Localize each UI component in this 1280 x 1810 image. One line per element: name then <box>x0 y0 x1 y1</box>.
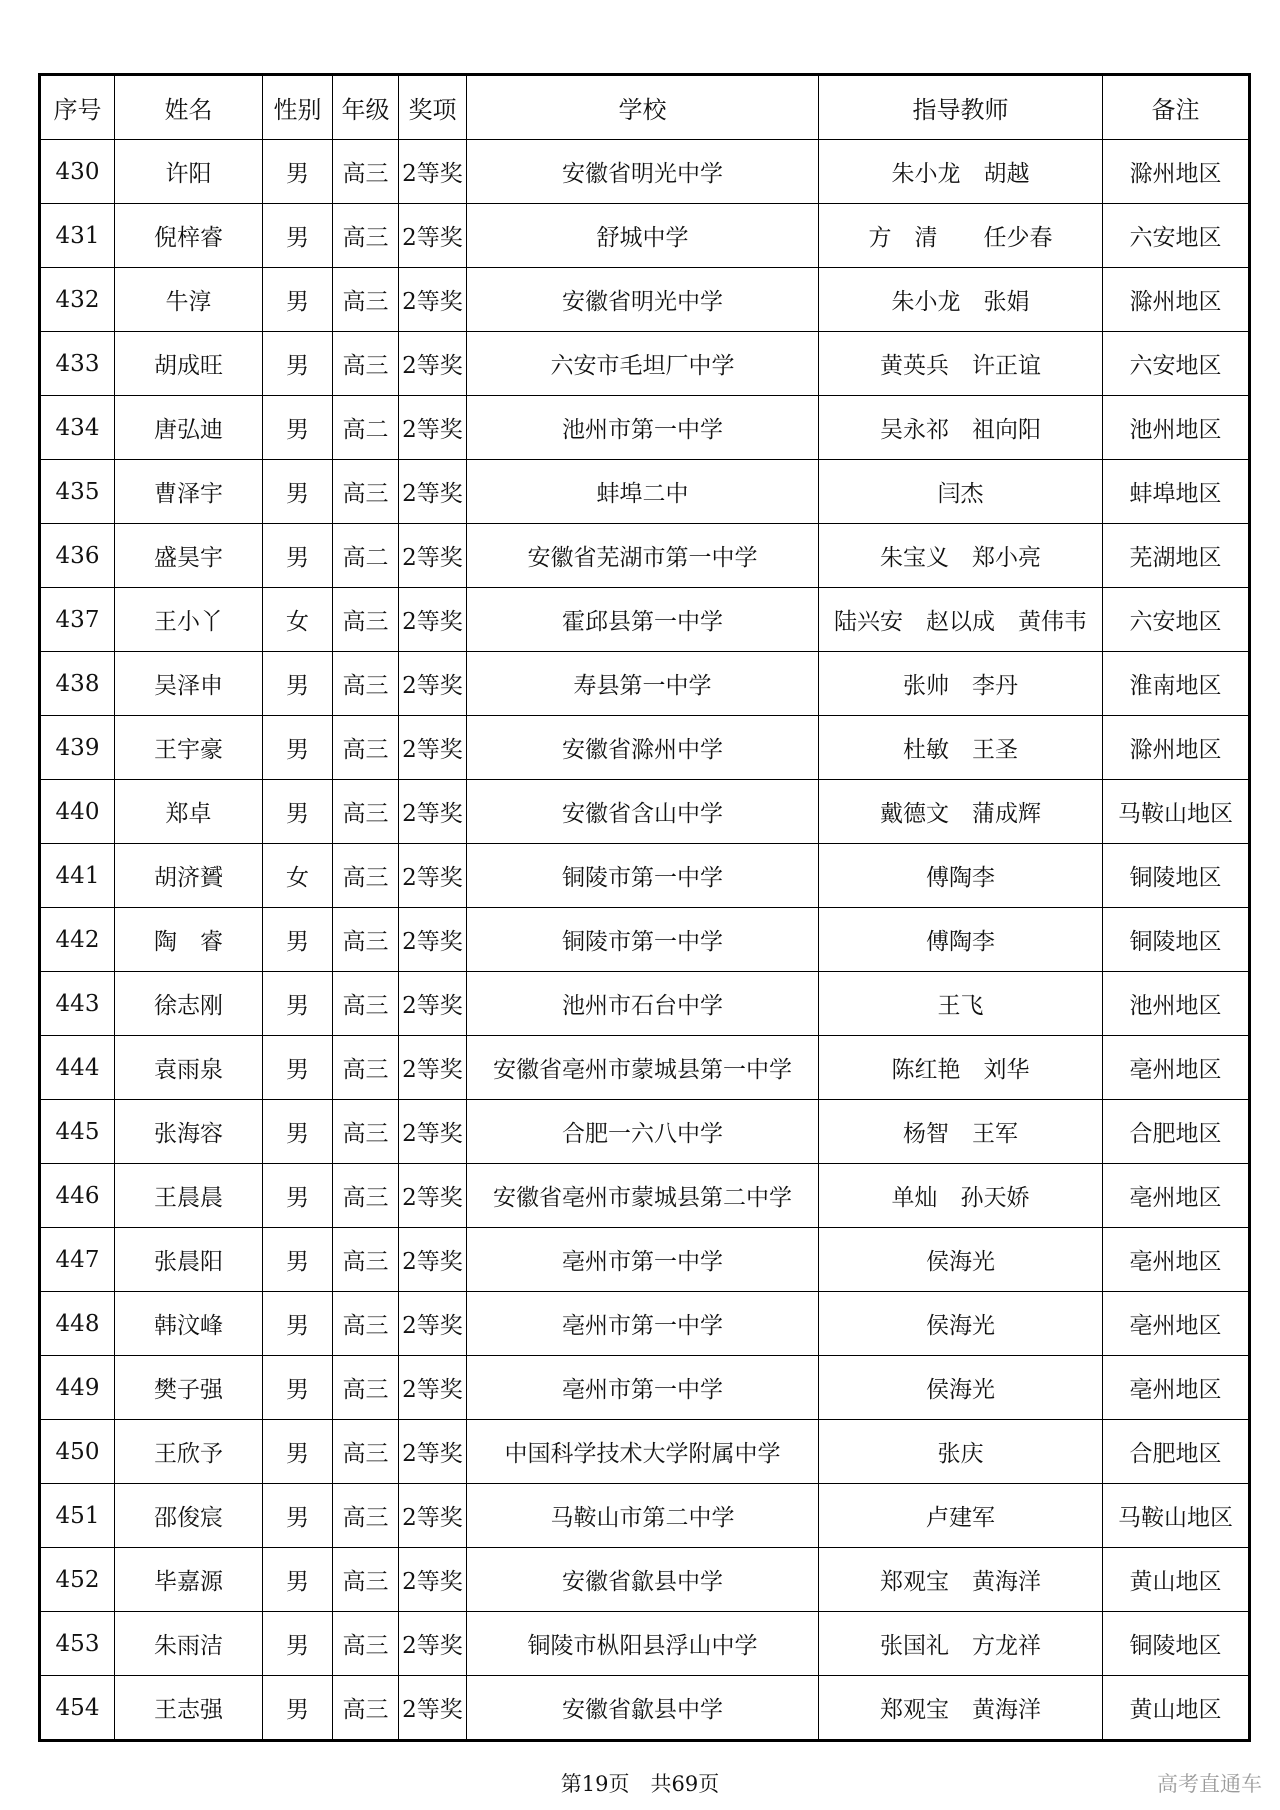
cell-teacher: 郑观宝 黄海洋 <box>819 1548 1103 1612</box>
cell-remark: 亳州地区 <box>1103 1356 1250 1420</box>
cell-teacher: 朱宝义 郑小亮 <box>819 524 1103 588</box>
cell-seq: 444 <box>40 1036 115 1100</box>
header-col-teacher: 指导教师 <box>819 75 1103 140</box>
cell-teacher: 傅陶李 <box>819 908 1103 972</box>
cell-teacher: 侯海光 <box>819 1292 1103 1356</box>
cell-teacher: 陈红艳 刘华 <box>819 1036 1103 1100</box>
cell-remark: 马鞍山地区 <box>1103 1484 1250 1548</box>
table-row <box>40 1356 1250 1420</box>
cell-school: 安徽省亳州市蒙城县第一中学 <box>467 1036 819 1100</box>
table-row <box>40 1164 1250 1228</box>
cell-school: 六安市毛坦厂中学 <box>467 332 819 396</box>
cell-teacher: 单灿 孙天娇 <box>819 1164 1103 1228</box>
cell-name: 邵俊宸 <box>115 1484 263 1548</box>
cell-name: 牛淳 <box>115 268 263 332</box>
cell-seq: 452 <box>40 1548 115 1612</box>
cell-gender: 男 <box>263 652 333 716</box>
table-row <box>40 524 1250 588</box>
cell-award: 2等奖 <box>399 140 467 204</box>
cell-seq: 447 <box>40 1228 115 1292</box>
cell-school: 亳州市第一中学 <box>467 1356 819 1420</box>
award-table <box>38 73 1251 1742</box>
cell-gender: 男 <box>263 268 333 332</box>
table-row <box>40 460 1250 524</box>
cell-grade: 高三 <box>333 460 399 524</box>
cell-name: 曹泽宇 <box>115 460 263 524</box>
header-col-school: 学校 <box>467 75 819 140</box>
table-row <box>40 204 1250 268</box>
cell-school: 亳州市第一中学 <box>467 1228 819 1292</box>
cell-school: 铜陵市枞阳县浮山中学 <box>467 1612 819 1676</box>
cell-school: 合肥一六八中学 <box>467 1100 819 1164</box>
cell-name: 吴泽申 <box>115 652 263 716</box>
cell-remark: 池州地区 <box>1103 396 1250 460</box>
table-row <box>40 1292 1250 1356</box>
cell-teacher: 杜敏 王圣 <box>819 716 1103 780</box>
cell-school: 池州市第一中学 <box>467 396 819 460</box>
cell-seq: 437 <box>40 588 115 652</box>
cell-gender: 男 <box>263 972 333 1036</box>
cell-remark: 滁州地区 <box>1103 268 1250 332</box>
cell-grade: 高三 <box>333 588 399 652</box>
cell-remark: 滁州地区 <box>1103 716 1250 780</box>
cell-name: 胡济贇 <box>115 844 263 908</box>
cell-seq: 451 <box>40 1484 115 1548</box>
watermark: 高考直通车 <box>1157 1772 1262 1796</box>
cell-award: 2等奖 <box>399 268 467 332</box>
cell-seq: 449 <box>40 1356 115 1420</box>
cell-teacher: 黄英兵 许正谊 <box>819 332 1103 396</box>
cell-teacher: 吴永祁 祖向阳 <box>819 396 1103 460</box>
cell-award: 2等奖 <box>399 972 467 1036</box>
cell-grade: 高三 <box>333 780 399 844</box>
cell-gender: 男 <box>263 1612 333 1676</box>
cell-remark: 蚌埠地区 <box>1103 460 1250 524</box>
cell-grade: 高二 <box>333 396 399 460</box>
cell-remark: 六安地区 <box>1103 332 1250 396</box>
cell-gender: 男 <box>263 332 333 396</box>
header-col-name: 姓名 <box>115 75 263 140</box>
header-col-gender: 性别 <box>263 75 333 140</box>
header-col-remark: 备注 <box>1103 75 1250 140</box>
cell-grade: 高三 <box>333 652 399 716</box>
cell-gender: 男 <box>263 1676 333 1741</box>
cell-remark: 亳州地区 <box>1103 1164 1250 1228</box>
cell-name: 王志强 <box>115 1676 263 1741</box>
table-row <box>40 588 1250 652</box>
cell-teacher: 张帅 李丹 <box>819 652 1103 716</box>
cell-gender: 男 <box>263 524 333 588</box>
cell-school: 安徽省滁州中学 <box>467 716 819 780</box>
table-row <box>40 332 1250 396</box>
cell-school: 安徽省芜湖市第一中学 <box>467 524 819 588</box>
cell-name: 樊子强 <box>115 1356 263 1420</box>
cell-award: 2等奖 <box>399 1548 467 1612</box>
cell-school: 安徽省亳州市蒙城县第二中学 <box>467 1164 819 1228</box>
cell-seq: 450 <box>40 1420 115 1484</box>
table-body <box>40 140 1250 1741</box>
cell-grade: 高三 <box>333 1484 399 1548</box>
cell-name: 韩汶峰 <box>115 1292 263 1356</box>
cell-teacher: 张庆 <box>819 1420 1103 1484</box>
header-col-grade: 年级 <box>333 75 399 140</box>
cell-grade: 高三 <box>333 268 399 332</box>
cell-school: 安徽省歙县中学 <box>467 1548 819 1612</box>
cell-remark: 滁州地区 <box>1103 140 1250 204</box>
cell-seq: 434 <box>40 396 115 460</box>
cell-grade: 高三 <box>333 972 399 1036</box>
cell-seq: 438 <box>40 652 115 716</box>
cell-gender: 男 <box>263 1228 333 1292</box>
table-row <box>40 844 1250 908</box>
cell-award: 2等奖 <box>399 460 467 524</box>
cell-teacher: 方 清 任少春 <box>819 204 1103 268</box>
cell-seq: 439 <box>40 716 115 780</box>
table-row <box>40 140 1250 204</box>
cell-remark: 合肥地区 <box>1103 1100 1250 1164</box>
cell-school: 中国科学技术大学附属中学 <box>467 1420 819 1484</box>
cell-teacher: 闫杰 <box>819 460 1103 524</box>
cell-name: 唐弘迪 <box>115 396 263 460</box>
cell-remark: 芜湖地区 <box>1103 524 1250 588</box>
cell-name: 王小丫 <box>115 588 263 652</box>
cell-school: 安徽省明光中学 <box>467 268 819 332</box>
cell-teacher: 戴德文 蒲成辉 <box>819 780 1103 844</box>
cell-seq: 442 <box>40 908 115 972</box>
cell-teacher: 陆兴安 赵以成 黄伟韦 <box>819 588 1103 652</box>
cell-school: 池州市石台中学 <box>467 972 819 1036</box>
cell-gender: 男 <box>263 780 333 844</box>
cell-name: 陶 睿 <box>115 908 263 972</box>
cell-award: 2等奖 <box>399 1612 467 1676</box>
cell-award: 2等奖 <box>399 1164 467 1228</box>
cell-remark: 铜陵地区 <box>1103 908 1250 972</box>
cell-teacher: 郑观宝 黄海洋 <box>819 1676 1103 1741</box>
cell-name: 袁雨泉 <box>115 1036 263 1100</box>
page-footer: 第19页 共69页 <box>560 1772 720 1796</box>
cell-grade: 高三 <box>333 1036 399 1100</box>
cell-teacher: 卢建军 <box>819 1484 1103 1548</box>
cell-grade: 高三 <box>333 204 399 268</box>
cell-name: 毕嘉源 <box>115 1548 263 1612</box>
cell-teacher: 王飞 <box>819 972 1103 1036</box>
table-row <box>40 652 1250 716</box>
cell-grade: 高三 <box>333 1228 399 1292</box>
cell-award: 2等奖 <box>399 1676 467 1741</box>
cell-seq: 436 <box>40 524 115 588</box>
cell-seq: 432 <box>40 268 115 332</box>
cell-name: 徐志刚 <box>115 972 263 1036</box>
table-row <box>40 1420 1250 1484</box>
cell-seq: 430 <box>40 140 115 204</box>
cell-seq: 433 <box>40 332 115 396</box>
cell-remark: 黄山地区 <box>1103 1676 1250 1741</box>
cell-grade: 高三 <box>333 1356 399 1420</box>
cell-award: 2等奖 <box>399 396 467 460</box>
table-row <box>40 780 1250 844</box>
cell-remark: 亳州地区 <box>1103 1292 1250 1356</box>
cell-grade: 高三 <box>333 140 399 204</box>
cell-name: 郑卓 <box>115 780 263 844</box>
cell-teacher: 朱小龙 张娟 <box>819 268 1103 332</box>
cell-award: 2等奖 <box>399 1228 467 1292</box>
cell-name: 胡成旺 <box>115 332 263 396</box>
cell-grade: 高三 <box>333 1164 399 1228</box>
cell-grade: 高三 <box>333 1292 399 1356</box>
cell-school: 铜陵市第一中学 <box>467 908 819 972</box>
cell-grade: 高三 <box>333 716 399 780</box>
cell-school: 安徽省明光中学 <box>467 140 819 204</box>
cell-gender: 男 <box>263 1356 333 1420</box>
cell-remark: 马鞍山地区 <box>1103 780 1250 844</box>
cell-grade: 高三 <box>333 1548 399 1612</box>
cell-award: 2等奖 <box>399 652 467 716</box>
table-row <box>40 972 1250 1036</box>
cell-gender: 男 <box>263 204 333 268</box>
cell-grade: 高三 <box>333 908 399 972</box>
cell-seq: 431 <box>40 204 115 268</box>
cell-school: 蚌埠二中 <box>467 460 819 524</box>
table-row <box>40 396 1250 460</box>
cell-grade: 高二 <box>333 524 399 588</box>
cell-school: 亳州市第一中学 <box>467 1292 819 1356</box>
cell-award: 2等奖 <box>399 1484 467 1548</box>
cell-school: 马鞍山市第二中学 <box>467 1484 819 1548</box>
cell-award: 2等奖 <box>399 1036 467 1100</box>
cell-school: 安徽省含山中学 <box>467 780 819 844</box>
cell-award: 2等奖 <box>399 1356 467 1420</box>
cell-school: 霍邱县第一中学 <box>467 588 819 652</box>
cell-gender: 男 <box>263 908 333 972</box>
cell-teacher: 傅陶李 <box>819 844 1103 908</box>
cell-name: 王宇豪 <box>115 716 263 780</box>
cell-seq: 440 <box>40 780 115 844</box>
cell-award: 2等奖 <box>399 1292 467 1356</box>
table-row <box>40 1676 1250 1741</box>
header-col-seq: 序号 <box>40 75 115 140</box>
cell-gender: 男 <box>263 1420 333 1484</box>
cell-grade: 高三 <box>333 332 399 396</box>
cell-remark: 六安地区 <box>1103 204 1250 268</box>
cell-gender: 男 <box>263 1164 333 1228</box>
cell-seq: 446 <box>40 1164 115 1228</box>
cell-teacher: 张国礼 方龙祥 <box>819 1612 1103 1676</box>
cell-name: 王欣予 <box>115 1420 263 1484</box>
cell-gender: 男 <box>263 1100 333 1164</box>
table-row <box>40 1228 1250 1292</box>
cell-remark: 合肥地区 <box>1103 1420 1250 1484</box>
cell-award: 2等奖 <box>399 524 467 588</box>
cell-school: 安徽省歙县中学 <box>467 1676 819 1741</box>
table-header-row <box>40 75 1250 140</box>
cell-gender: 男 <box>263 140 333 204</box>
cell-award: 2等奖 <box>399 332 467 396</box>
table-row <box>40 268 1250 332</box>
cell-remark: 池州地区 <box>1103 972 1250 1036</box>
cell-remark: 亳州地区 <box>1103 1036 1250 1100</box>
cell-school: 舒城中学 <box>467 204 819 268</box>
table-row <box>40 1612 1250 1676</box>
cell-remark: 淮南地区 <box>1103 652 1250 716</box>
table-row <box>40 1100 1250 1164</box>
cell-name: 许阳 <box>115 140 263 204</box>
cell-grade: 高三 <box>333 1420 399 1484</box>
cell-award: 2等奖 <box>399 588 467 652</box>
cell-award: 2等奖 <box>399 204 467 268</box>
cell-seq: 448 <box>40 1292 115 1356</box>
cell-teacher: 朱小龙 胡越 <box>819 140 1103 204</box>
cell-seq: 445 <box>40 1100 115 1164</box>
cell-grade: 高三 <box>333 1676 399 1741</box>
cell-name: 倪梓睿 <box>115 204 263 268</box>
table-row <box>40 716 1250 780</box>
cell-seq: 454 <box>40 1676 115 1741</box>
cell-remark: 铜陵地区 <box>1103 844 1250 908</box>
table-row <box>40 908 1250 972</box>
cell-school: 铜陵市第一中学 <box>467 844 819 908</box>
cell-seq: 443 <box>40 972 115 1036</box>
cell-remark: 铜陵地区 <box>1103 1612 1250 1676</box>
cell-gender: 女 <box>263 844 333 908</box>
cell-seq: 435 <box>40 460 115 524</box>
table-row <box>40 1548 1250 1612</box>
cell-gender: 男 <box>263 1548 333 1612</box>
cell-gender: 男 <box>263 1484 333 1548</box>
cell-award: 2等奖 <box>399 844 467 908</box>
cell-teacher: 杨智 王军 <box>819 1100 1103 1164</box>
cell-gender: 男 <box>263 460 333 524</box>
cell-name: 王晨晨 <box>115 1164 263 1228</box>
cell-grade: 高三 <box>333 844 399 908</box>
cell-award: 2等奖 <box>399 1420 467 1484</box>
cell-gender: 男 <box>263 1292 333 1356</box>
cell-gender: 男 <box>263 1036 333 1100</box>
cell-award: 2等奖 <box>399 780 467 844</box>
cell-remark: 亳州地区 <box>1103 1228 1250 1292</box>
cell-remark: 黄山地区 <box>1103 1548 1250 1612</box>
cell-seq: 453 <box>40 1612 115 1676</box>
cell-school: 寿县第一中学 <box>467 652 819 716</box>
cell-grade: 高三 <box>333 1612 399 1676</box>
table-row <box>40 1484 1250 1548</box>
cell-award: 2等奖 <box>399 908 467 972</box>
cell-teacher: 侯海光 <box>819 1356 1103 1420</box>
cell-award: 2等奖 <box>399 716 467 780</box>
header-col-award: 奖项 <box>399 75 467 140</box>
cell-gender: 男 <box>263 396 333 460</box>
cell-seq: 441 <box>40 844 115 908</box>
cell-remark: 六安地区 <box>1103 588 1250 652</box>
cell-gender: 男 <box>263 716 333 780</box>
cell-gender: 女 <box>263 588 333 652</box>
table-row <box>40 1036 1250 1100</box>
cell-teacher: 侯海光 <box>819 1228 1103 1292</box>
cell-name: 盛昊宇 <box>115 524 263 588</box>
cell-name: 朱雨洁 <box>115 1612 263 1676</box>
cell-name: 张海容 <box>115 1100 263 1164</box>
cell-award: 2等奖 <box>399 1100 467 1164</box>
cell-name: 张晨阳 <box>115 1228 263 1292</box>
cell-grade: 高三 <box>333 1100 399 1164</box>
